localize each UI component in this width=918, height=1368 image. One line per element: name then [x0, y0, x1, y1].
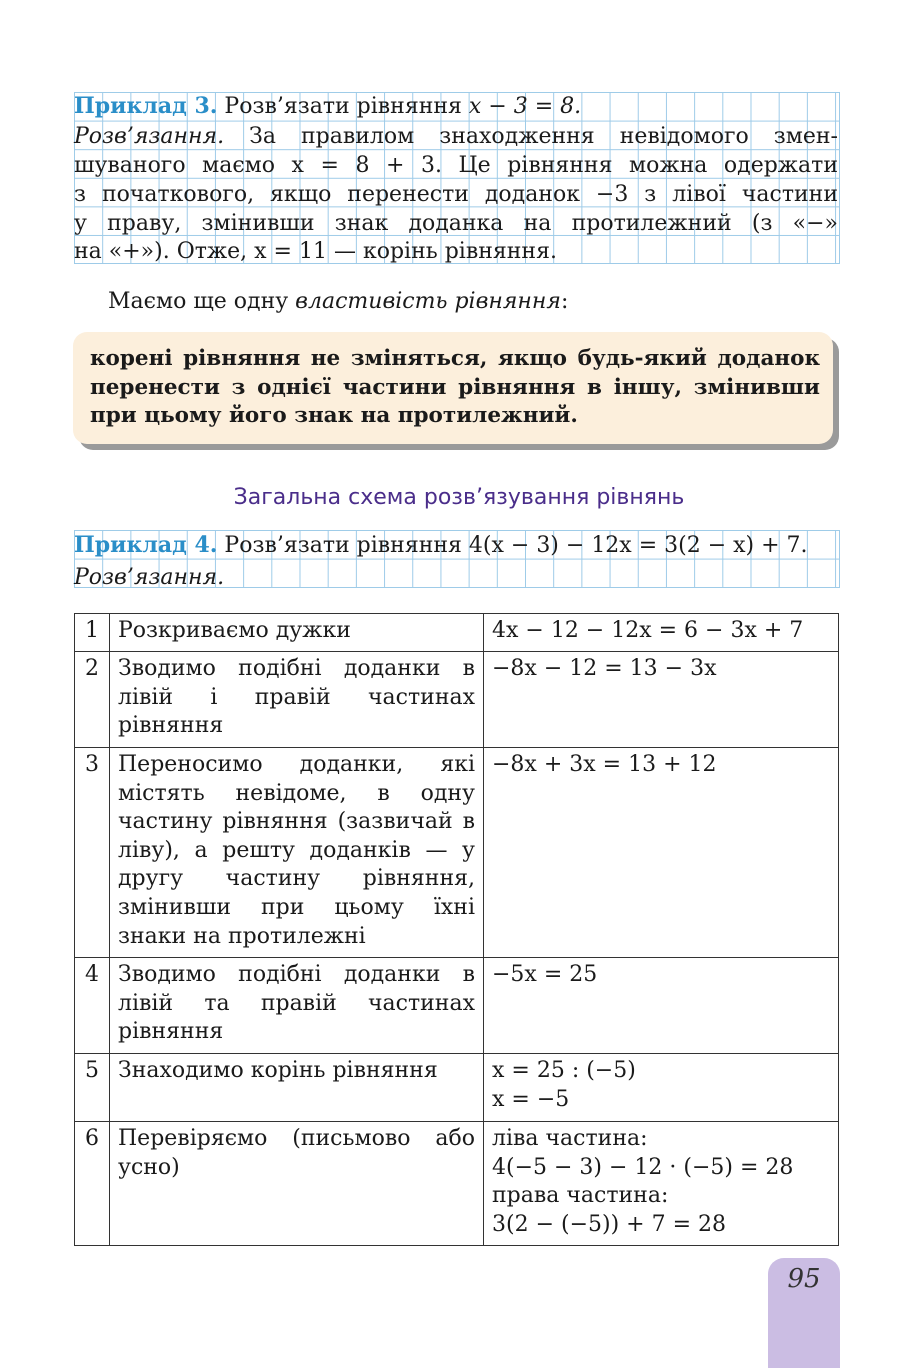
example-4-task-text: Розв’язати рівняння 4(x − 3) − 12x = 3(2 − x) + 7. — [217, 533, 808, 558]
step-equation-cell — [484, 1054, 839, 1122]
example-4-label: Приклад 4. — [74, 532, 218, 558]
step-description: Зводимо подібні доданки в лівій і правій частинах рівняння — [110, 652, 484, 748]
step-equation-cell — [484, 748, 839, 958]
step-equation-cell — [484, 614, 839, 652]
example-3-line-5: на «+»). Отже, x = 11 — корінь рівняння. — [74, 239, 557, 264]
step-equation-line: 4(−5 − 3) − 12 · (−5) = 28 — [492, 1154, 794, 1180]
step-equation-line: 4x − 12 − 12x = 6 − 3x + 7 — [492, 618, 804, 643]
step-equation-cell — [484, 652, 839, 748]
example-3-task — [74, 92, 838, 122]
example-3-label: Приклад 3. — [74, 93, 218, 119]
step-equation-cell — [484, 958, 839, 1054]
step-equation-line: −8x − 12 = 13 − 3x — [492, 656, 717, 681]
table-row — [75, 1122, 839, 1246]
step-description: Перевіряємо (письмово або усно) — [110, 1122, 484, 1246]
step-equation-cell — [484, 1122, 839, 1246]
page-number: 95 — [787, 1264, 821, 1294]
step-equation-line: −5x = 25 — [492, 962, 598, 987]
step-description: Розкриваємо дужки — [110, 614, 484, 652]
step-description: Переносимо доданки, які містять невідоме, в одну частину рівняння (зазвичай в ліву), а решту доданків — у другу частину рівняння, змінивши при цьому їхні знаки на протилежні — [110, 748, 484, 958]
step-number: 5 — [75, 1054, 110, 1122]
table-row — [75, 652, 839, 748]
step-equation-line: x = 25 : (−5) — [492, 1058, 636, 1083]
property-intro-italic: властивість рівняння — [295, 289, 561, 314]
table-row — [75, 614, 839, 652]
step-equation-line: 3(2 − (−5)) + 7 = 28 — [492, 1211, 727, 1237]
solution-scheme-table — [74, 613, 839, 1246]
example-4-solution-label-line — [74, 564, 838, 593]
example-3-line-4: у праву, змінивши знак доданка на протилежний (з «−» — [74, 211, 838, 236]
example-3-line1-text: За правилом знаходження невідомого змен- — [224, 124, 838, 149]
example-3-task-text: Розв’язати рівняння — [224, 94, 469, 119]
example-3-solution-label: Розв’язання. — [74, 124, 225, 149]
table-row — [75, 958, 839, 1054]
property-intro-text: Маємо ще одну — [108, 289, 296, 314]
example-3-solution-line-1 — [74, 123, 838, 152]
step-number: 3 — [75, 748, 110, 958]
step-equation-line: права частина: — [492, 1183, 669, 1209]
example-4-solution-label: Розв’язання. — [74, 565, 225, 590]
example-3-line-2: шуваного маємо x = 8 + 3. Це рівняння можна одержати — [74, 153, 838, 178]
step-number: 1 — [75, 614, 110, 652]
step-number: 6 — [75, 1122, 110, 1246]
scheme-table-body — [75, 614, 839, 1246]
step-equation-line: x = −5 — [492, 1086, 570, 1112]
property-intro — [108, 288, 568, 316]
property-intro-colon: : — [560, 289, 569, 314]
step-description: Знаходимо корінь рівняння — [110, 1054, 484, 1122]
step-equation-line: −8x + 3x = 13 + 12 — [492, 752, 717, 777]
step-equation-line: ліва частина: — [492, 1126, 648, 1151]
example-3-line-3: з початкового, якщо перенести доданок −3 з лівої частини — [74, 182, 838, 207]
example-4-task — [74, 531, 838, 561]
table-row — [75, 748, 839, 958]
step-number: 2 — [75, 652, 110, 748]
rule-text: корені рівняння не зміняться, якщо будь-який доданок перенести з однієї частини рівняння в іншу, змінивши при цьому його знак на протилежний. — [90, 346, 820, 429]
step-number: 4 — [75, 958, 110, 1054]
section-title: Загальна схема розв’язування рівнянь — [233, 485, 685, 510]
step-description: Зводимо подібні доданки в лівій та правій частинах рівняння — [110, 958, 484, 1054]
example-3-equation: x − 3 = 8. — [468, 94, 582, 119]
table-row — [75, 1054, 839, 1122]
